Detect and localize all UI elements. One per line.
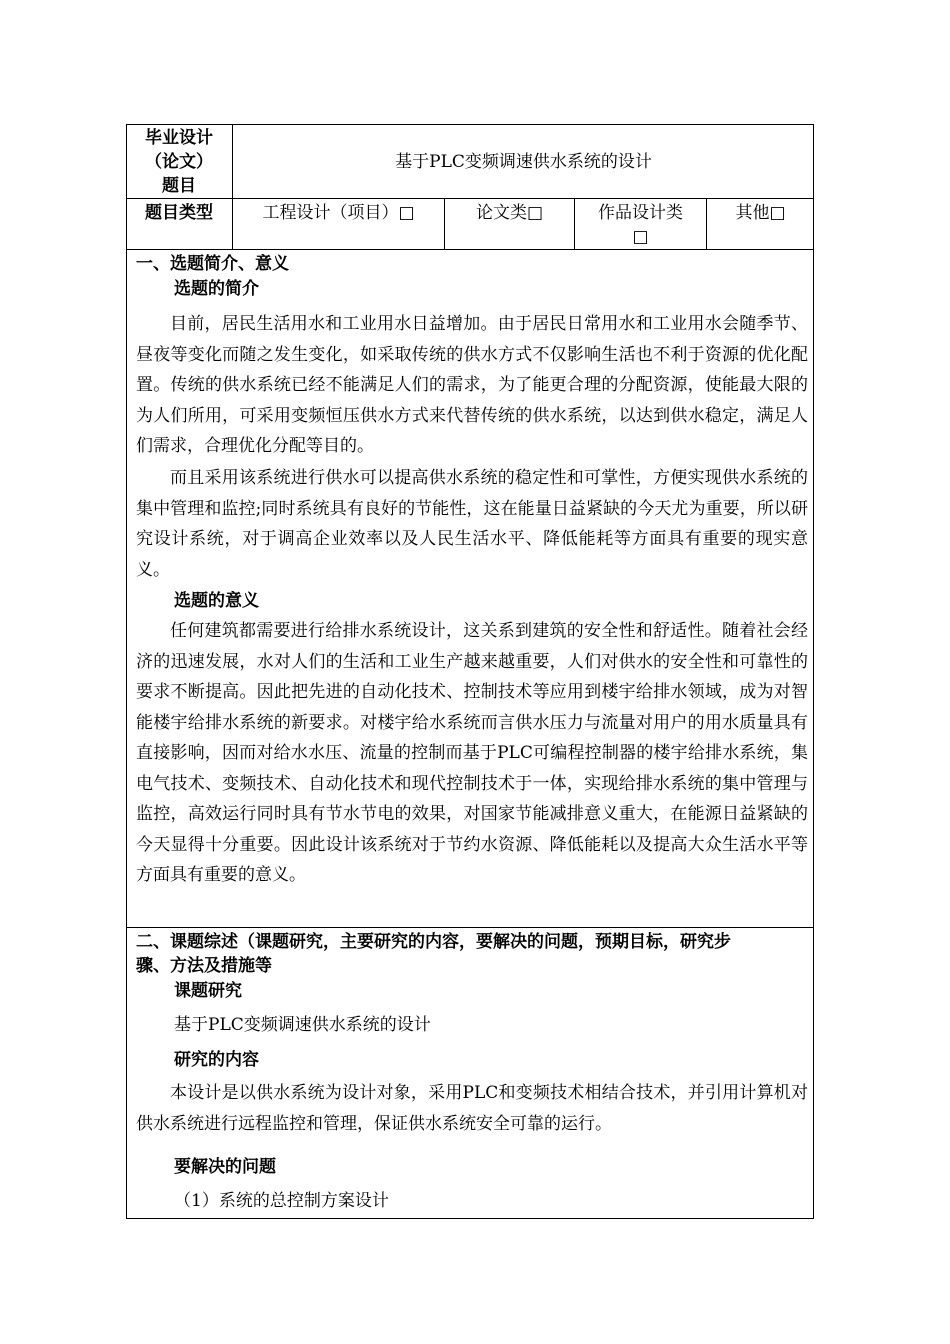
section2-heading-line1: 二、课题综述（课题研究，主要研究的内容，要解决的问题，预期目标，研究步 — [136, 932, 731, 952]
type-option-other: 其他□ — [735, 203, 786, 223]
column-divider — [232, 124, 233, 249]
section1-paragraph-1: 目前，居民生活用水和工业用水日益增加。由于居民日常用水和工业用水会随季节、昼夜等变化而随之发生变化，如采取传统的供水方式不仅影响生活也不利于资源的优化配置。传统的供水系统已经不能满足人们的需求，为了能更合理的分配资源，使能最大限的为人们所用，可采用变频恒压供水方式来代替传统的供水系统，以达到供水稳定，满足人们需求，合理优化分配等目的。 — [136, 314, 808, 456]
section1-heading: 一、选题简介、意义 — [136, 254, 289, 274]
section2-heading-line2: 骤、方法及措施等 — [136, 956, 272, 976]
section2-subheading-problems: 要解决的问题 — [174, 1157, 276, 1177]
type-option-engineering: 工程设计（项目）□ — [262, 203, 415, 223]
section1-subheading-significance: 选题的意义 — [174, 591, 259, 611]
type-option-work-design: 作品设计类 — [598, 203, 683, 223]
section1-subheading-intro: 选题的简介 — [174, 279, 259, 299]
row-divider — [126, 927, 814, 928]
section2-topic: 基于PLC变频调速供水系统的设计 — [174, 1015, 431, 1035]
title-label-line1: 毕业设计 — [145, 128, 213, 148]
thesis-title: 基于PLC变频调速供水系统的设计 — [395, 152, 652, 172]
section1-paragraph-3: 任何建筑都需要进行给排水系统设计，这关系到建筑的安全性和舒适性。随着社会经济的迅速发展，水对人们的生活和工业生产越来越重要，人们对供水的安全性和可靠性的要求不断提高。因此把先进的自动化技术、控制技术等应用到楼宇给排水领域，成为对智能楼宇给排水系统的新要求。对楼宇给水系统而言供水压力与流量对用户的用水质量具有直接影响，因而对给水水压、流量的控制而基于PLC可编程控制器的楼宇给排水系统，集电气技术、变频技术、自动化技术和现代控制技术于一体，实现给排水系统的集中管理与监控，高效运行同时具有节水节电的效果，对国家节能减排意义重大，在能源日益紧缺的今天显得十分重要。因此设计该系统对于节约水资源、降低能耗以及提高大众生活水平等方面具有重要的意义。 — [136, 621, 808, 885]
type-option-work-design-box: □ — [632, 227, 649, 247]
title-label-line3: 题目 — [162, 176, 196, 196]
section1-paragraph-2: 而且采用该系统进行供水可以提高供水系统的稳定性和可掌性，方便实现供水系统的集中管理和监控;同时系统具有良好的节能性，这在能量日益紧缺的今天尤为重要，所以研究设计系统，对于调高企业效率以及人民生活水平、降低能耗等方面具有重要的现实意义。 — [136, 468, 808, 580]
section2-subheading-topic: 课题研究 — [174, 981, 242, 1001]
title-label-line2: （论文） — [145, 152, 213, 172]
section2-subheading-content: 研究的内容 — [174, 1050, 259, 1070]
type-option-thesis: 论文类□ — [475, 203, 544, 223]
section2-paragraph-1: 本设计是以供水系统为设计对象，采用PLC和变频技术相结合技术，并引用计算机对供水系统进行远程监控和管理，保证供水系统安全可靠的运行。 — [136, 1083, 808, 1134]
section2-item-1: （1）系统的总控制方案设计 — [174, 1191, 389, 1211]
type-label: 题目类型 — [145, 203, 213, 223]
row-divider — [126, 198, 814, 199]
row-divider — [126, 249, 814, 250]
